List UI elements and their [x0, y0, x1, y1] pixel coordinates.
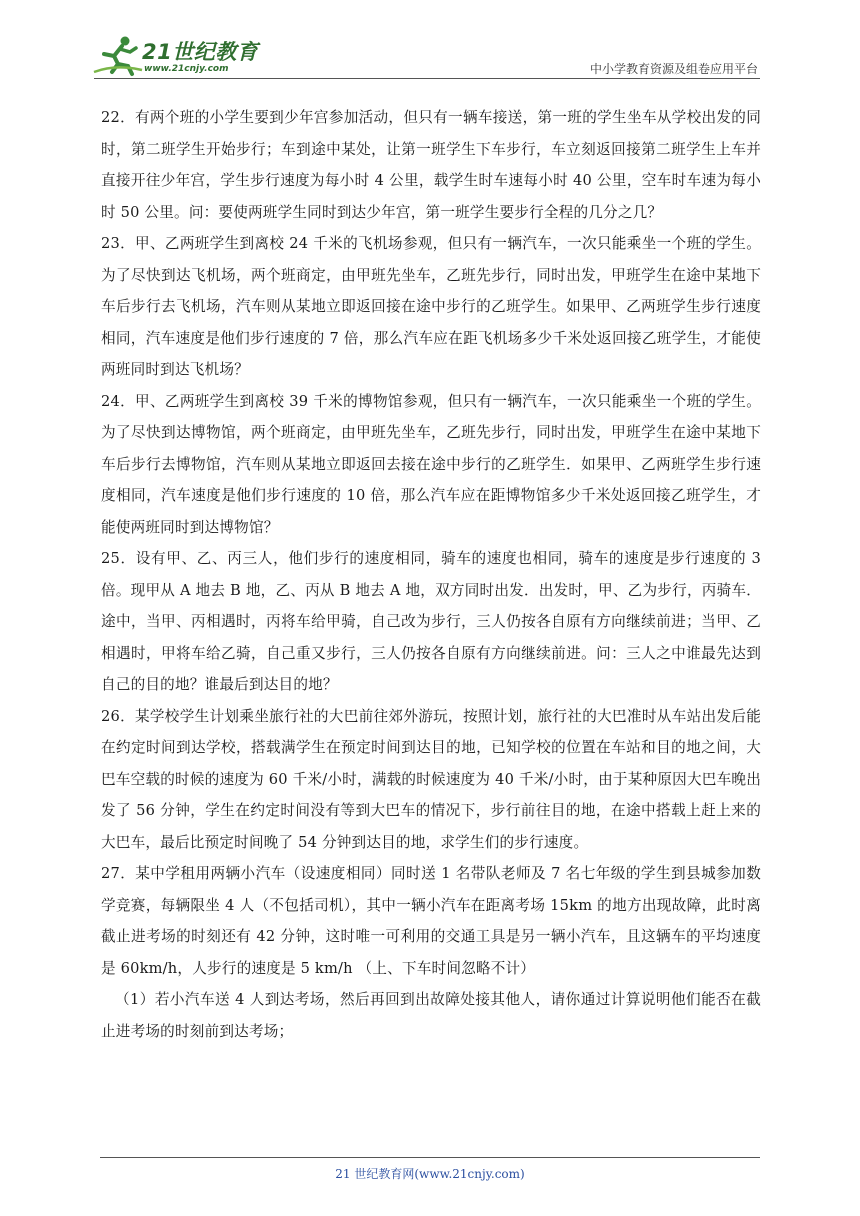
problem-22: 22．有两个班的小学生要到少年宫参加活动，但只有一辆车接送，第一班的学生坐车从学校出发的同时，第二班学生开始步行；车到途中某处，让第一班学生下车步行，车立刻返回接第二班学生上车并直接开往少年宫，学生步行速度为每小时 4 公里，载学生时车速每小时 40 公里，空车时车速为每小时 50 公里。问：要使两班学生同时到达少年宫，第一班学生要步行全程的几分之几？ [101, 109, 761, 221]
problem-23: 23．甲、乙两班学生到离校 24 千米的飞机场参观，但只有一辆汽车，一次只能乘坐一个班的学生。为了尽快到达飞机场，两个班商定，由甲班先坐车，乙班先步行，同时出发，甲班学生在途中某地下车后步行去飞机场，汽车则从某地立即返回接在途中步行的乙班学生。如果甲、乙两班学生步行速度相同，汽车速度是他们步行速度的 7 倍，那么汽车应在距飞机场多少千米处返回接乙班学生，才能使两班同时到达飞机场？ [101, 235, 761, 378]
page-header [92, 30, 760, 80]
problem-list [101, 102, 761, 1047]
logo-url: www.21cnjy.com [144, 64, 229, 74]
problem-25: 25．设有甲、乙、丙三人，他们步行的速度相同，骑车的速度也相同，骑车的速度是步行速度的 3 倍。现甲从 A 地去 B 地，乙、丙从 B 地去 A 地，双方同时出发．出发时，甲、乙为步行，丙骑车．途中，当甲、丙相遇时，丙将车给甲骑，自己改为步行，三人仍按各自原有方向继续前进；当甲、乙相遇时，甲将车给乙骑，自己重又步行，三人仍按各自原有方向继续前进。问：三人之中谁最先达到自己的目的地？谁最后到达目的地？ [101, 550, 761, 693]
page-footer[interactable]: 21 世纪教育网(www.21cnjy.com) [335, 1167, 525, 1181]
problem-27: 27．某中学租用两辆小汽车（设速度相同）同时送 1 名带队老师及 7 名七年级的学生到县城参加数学竞赛，每辆限坐 4 人（不包括司机），其中一辆小汽车在距离考场 15km 的地方出现故障，此时离截止进考场的时刻还有 42 分钟，这时唯一可利用的交通工具是另一辆小汽车，且这辆车的平均速度是 60km/h，人步行的速度是 5 km/h （上、下车时间忽略不计） [101, 865, 761, 977]
logo-text: 21世纪教育 [142, 40, 259, 64]
runner-logo-icon [92, 34, 144, 78]
header-divider [94, 78, 760, 79]
platform-title: 中小学教育资源及组卷应用平台 [589, 62, 758, 76]
problem-26: 26．某学校学生计划乘坐旅行社的大巴前往郊外游玩，按照计划，旅行社的大巴准时从车站出发后能在约定时间到达学校，搭载满学生在预定时间到达目的地，已知学校的位置在车站和目的地之间，大巴车空载的时候的速度为 60 千米/小时，满载的时候速度为 40 千米/小时，由于某种原因大巴车晚出发了 56 分钟，学生在约定时间没有等到大巴车的情况下，步行前往目的地，在途中搭载上赶上来的大巴车，最后比预定时间晚了 54 分钟到达目的地，求学生们的步行速度。 [101, 707, 761, 851]
problem-27-part-1: （1）若小汽车送 4 人到达考场，然后再回到出故障处接其他人，请你通过计算说明他们能否在截止进考场的时刻前到达考场； [101, 991, 761, 1040]
footer-divider [100, 1157, 760, 1158]
site-logo[interactable] [92, 34, 262, 78]
problem-24: 24．甲、乙两班学生到离校 39 千米的博物馆参观，但只有一辆汽车，一次只能乘坐一个班的学生。为了尽快到达博物馆，两个班商定，由甲班先坐车，乙班先步行，同时出发，甲班学生在途中某地下车后步行去博物馆，汽车则从某地立即返回去接在途中步行的乙班学生．如果甲、乙两班学生步行速度相同，汽车速度是他们步行速度的 10 倍，那么汽车应在距博物馆多少千米处返回接乙班学生，才能使两班同时到达博物馆？ [101, 392, 761, 536]
